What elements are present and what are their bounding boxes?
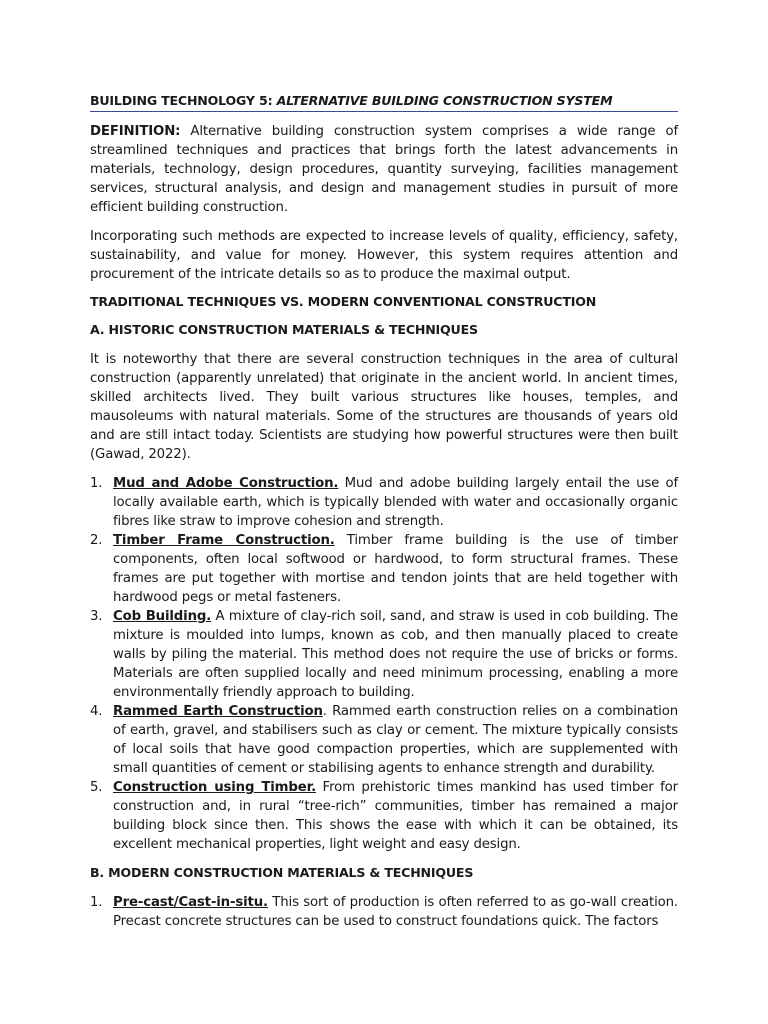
heading-subject: ALTERNATIVE BUILDING CONSTRUCTION SYSTEM (276, 93, 613, 108)
definition-label: DEFINITION: (90, 124, 181, 139)
list-item (90, 778, 678, 854)
list-item (90, 702, 678, 778)
list-item-term: Rammed Earth Construction (113, 704, 323, 719)
definition-text: Alternative building construction system comprises a wide range of streamlined techniques and practices that brings forth the latest advancements in materials, technology, design procedures, quantity surveying, facilities management services, structural analysis, and design and management studies in pursuit of more efficient building construction. (90, 124, 678, 215)
heading-prefix: BUILDING TECHNOLOGY 5: (90, 93, 277, 108)
list-item-number: 1. (90, 895, 103, 910)
list-item-term: Cob Building. (113, 609, 212, 624)
list-item-text: . Rammed earth construction relies on a combination of earth, gravel, and stabilisers such as clay or cement. The mixture typically consists of local soils that have good compaction properties, which are supplemented with small quantities of cement or stabilising agents to enhance strength and durability. (113, 704, 678, 776)
list-item-text: Mud and adobe building largely entail the use of locally available earth, which is typically blended with water and occasionally organic fibres like straw to improve cohesion and strength. (113, 476, 678, 529)
list-item (90, 531, 678, 607)
list-item (90, 607, 678, 702)
section-b-title: B. MODERN CONSTRUCTION MATERIALS & TECHNIQUES (90, 865, 474, 880)
list-item-number: 1. (90, 476, 103, 491)
section-a-list (90, 474, 678, 854)
section-a-intro: It is noteworthy that there are several construction techniques in the area of cultural construction (apparently unrelated) that originate in the ancient world. In ancient times, skilled architects lived. They built various structures like houses, temples, and mausoleums with natural materials. Some of the structures are thousands of years old and are still intact today. Scientists are studying how powerful structures were then built (Gawad, 2022). (90, 352, 678, 462)
list-item-term: Mud and Adobe Construction. (113, 476, 339, 491)
list-item-text: This sort of production is often referred to as go-wall creation. Precast concrete structures can be used to construct foundations quick. The factors (113, 895, 678, 929)
list-item-term: Construction using Timber. (113, 780, 316, 795)
list-item-text: A mixture of clay-rich soil, sand, and straw is used in cob building. The mixture is moulded into lumps, known as cob, and then manually placed to create walls by piling the material. This method does not require the use of bricks or forms. Materials are often supplied locally and need minimum processing, enabling a more environmentally friendly approach to building. (113, 609, 678, 700)
list-item-text: From prehistoric times mankind has used timber for construction and, in rural “tree-rich” communities, timber has remained a major building block since then. This shows the ease with which it can be obtained, its excellent mechanical properties, light weight and easy design. (113, 780, 678, 852)
definition-paragraph (90, 122, 678, 217)
document-heading (90, 93, 678, 112)
list-item-term: Timber Frame Construction. (113, 533, 335, 548)
list-item-number: 4. (90, 704, 103, 719)
section-a-title: A. HISTORIC CONSTRUCTION MATERIALS & TECHNIQUES (90, 322, 478, 337)
benefits-paragraph: Incorporating such methods are expected to increase levels of quality, efficiency, safety, sustainability, and value for money. However, this system requires attention and procurement of the intricate details so as to produce the maximal output. (90, 229, 678, 282)
section-b-list (90, 893, 678, 931)
list-item-number: 3. (90, 609, 103, 624)
list-item (90, 893, 678, 931)
list-item-number: 5. (90, 780, 103, 795)
list-item-number: 2. (90, 533, 103, 548)
list-item-term: Pre-cast/Cast-in-situ. (113, 895, 268, 910)
list-item-text: Timber frame building is the use of timber components, often local softwood or hardwood, to form structural frames. These frames are put together with mortise and tendon joints that are held together with hardwood pegs or metal fasteners. (113, 533, 678, 605)
document-content (90, 93, 678, 942)
list-item (90, 474, 678, 531)
section-title: TRADITIONAL TECHNIQUES VS. MODERN CONVENTIONAL CONSTRUCTION (90, 294, 597, 309)
